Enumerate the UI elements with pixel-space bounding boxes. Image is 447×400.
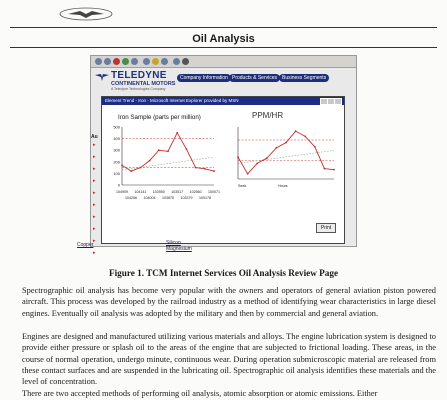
y-tick-label: 500 — [113, 124, 120, 130]
data-point — [324, 168, 326, 170]
chart-title: PPM/HR — [252, 111, 284, 120]
popup-title-bar: Element Trend - Iron - Microsoft Internet Explorer provided by MSN — [102, 97, 344, 105]
browser-toolbar — [91, 56, 356, 68]
brand-block — [97, 70, 175, 91]
left-bullet: ▸ — [93, 214, 96, 220]
y-tick-label: 0 — [117, 182, 120, 188]
data-point — [237, 156, 239, 158]
data-point — [266, 157, 268, 159]
data-point — [140, 167, 142, 169]
y-tick-label: 400 — [113, 136, 120, 142]
x-tick-label: 103950 — [152, 190, 165, 194]
x-tick-label: Hours — [278, 184, 288, 188]
brand-tagline: A Teledyne Technologies Company — [111, 87, 166, 91]
x-tick-label: Seek. — [238, 184, 248, 188]
link-silicon[interactable]: Silicon — [166, 240, 181, 246]
nav-company-information[interactable]: Company Information — [177, 74, 231, 82]
data-point — [314, 146, 316, 148]
y-tick-label: 200 — [113, 159, 120, 165]
brand-subname: CONTINENTAL MOTORS — [111, 81, 176, 87]
forward-icon[interactable] — [104, 58, 111, 65]
nav-business-segments[interactable]: Business Segments — [279, 74, 329, 82]
search-icon[interactable] — [143, 58, 150, 65]
x-tick-label: 103875 — [162, 196, 174, 200]
y-label-area — [226, 147, 234, 155]
iron-sample-chart — [102, 105, 224, 217]
print-button[interactable]: Print — [316, 223, 336, 233]
data-point — [195, 167, 197, 169]
under-links — [77, 242, 93, 248]
brand-bird-icon — [95, 72, 109, 82]
chart-title: Iron Sample (parts per million) — [118, 114, 201, 121]
data-point — [295, 130, 297, 132]
element-trend-window — [101, 96, 345, 244]
left-bullet: ▸ — [93, 154, 96, 160]
left-bullet: ▸ — [93, 166, 96, 172]
left-bullet: ▸ — [93, 142, 96, 148]
header-rule-bottom — [10, 47, 437, 48]
left-bullet: ▸ — [93, 226, 96, 232]
print-icon[interactable] — [182, 58, 189, 65]
data-point — [333, 169, 335, 171]
x-tick-label: 104909 — [116, 190, 128, 194]
refresh-icon[interactable] — [122, 58, 129, 65]
data-point — [247, 173, 249, 175]
left-bullet: ▸ — [93, 250, 96, 256]
mail-icon[interactable] — [173, 58, 180, 65]
nav-products-services[interactable]: Products & Services — [229, 74, 280, 82]
teledyne-bird-logo-icon — [58, 6, 114, 22]
element-links — [166, 240, 192, 252]
left-fragment: Au — [91, 134, 98, 140]
data-point — [149, 160, 151, 162]
x-tick-label: 104004 — [143, 196, 156, 200]
home-icon[interactable] — [131, 58, 138, 65]
data-point — [304, 135, 306, 137]
history-icon[interactable] — [161, 58, 168, 65]
data-point — [167, 150, 169, 152]
data-point — [204, 168, 206, 170]
page-title: Oil Analysis — [192, 33, 255, 45]
y-tick-label: 100 — [113, 170, 120, 176]
paragraph-2: Engines are designed and manufactured utilizing various materials and alloys. The engine lubrication system is designed to provide either pressure or splash oil to the areas of the engine that are subjected to frictional loading. These areas, in the course of normal operation, undergo minute, continuous wear. During operation submicroscopic material are released from these contact surfaces and are suspended in the lubricating oil. Spectrographic oil analysis identifies these materials and the level of concentration. — [22, 332, 436, 387]
data-point — [176, 132, 178, 134]
link-copper[interactable]: Copper — [77, 242, 94, 248]
data-point — [213, 170, 215, 172]
data-point — [186, 148, 188, 150]
x-tick-label: 102560 — [189, 190, 202, 194]
data-point — [130, 170, 132, 172]
left-bullet: ▸ — [93, 202, 96, 208]
left-bullet: ▸ — [93, 178, 96, 184]
close-icon[interactable] — [334, 98, 342, 105]
header-rule-top — [10, 27, 437, 28]
data-point — [158, 149, 160, 151]
brand-name: TELEDYNE — [111, 70, 167, 81]
back-icon[interactable] — [95, 58, 102, 65]
figure-caption: Figure 1. TCM Internet Services Oil Analysis Review Page — [108, 268, 339, 278]
data-point — [285, 142, 287, 144]
link-magnesium[interactable]: Magnesium — [166, 246, 192, 252]
y-tick-label: 300 — [113, 147, 120, 153]
stop-icon[interactable] — [113, 58, 120, 65]
data-point — [256, 163, 258, 165]
x-tick-label: 103517 — [171, 190, 184, 194]
x-tick-label: 104141 — [134, 190, 147, 194]
left-bullet: ▸ — [93, 190, 96, 196]
ppm-hr-chart — [224, 105, 344, 217]
x-tick-label: 100071 — [208, 190, 220, 194]
x-tick-label: 100178 — [199, 196, 211, 200]
favorites-icon[interactable] — [152, 58, 159, 65]
x-tick-label: 104256 — [125, 196, 137, 200]
left-bullet: ▸ — [93, 238, 96, 244]
paragraph-3: There are two accepted methods of performing oil analysis, atomic absorption or atomic emissions. Either — [22, 389, 378, 398]
paragraph-1: Spectrographic oil analysis has become very popular with the owners and operators of general aviation piston powered aircraft. This process was developed by the railroad industry as a method of identifying wear characteristics in large diesel engines. Eventually oil analysis was adopted by the military and then by commercial and general aviation. — [22, 286, 436, 318]
data-point — [121, 164, 123, 166]
data-point — [276, 147, 278, 149]
x-tick-label: 103379 — [180, 196, 193, 200]
